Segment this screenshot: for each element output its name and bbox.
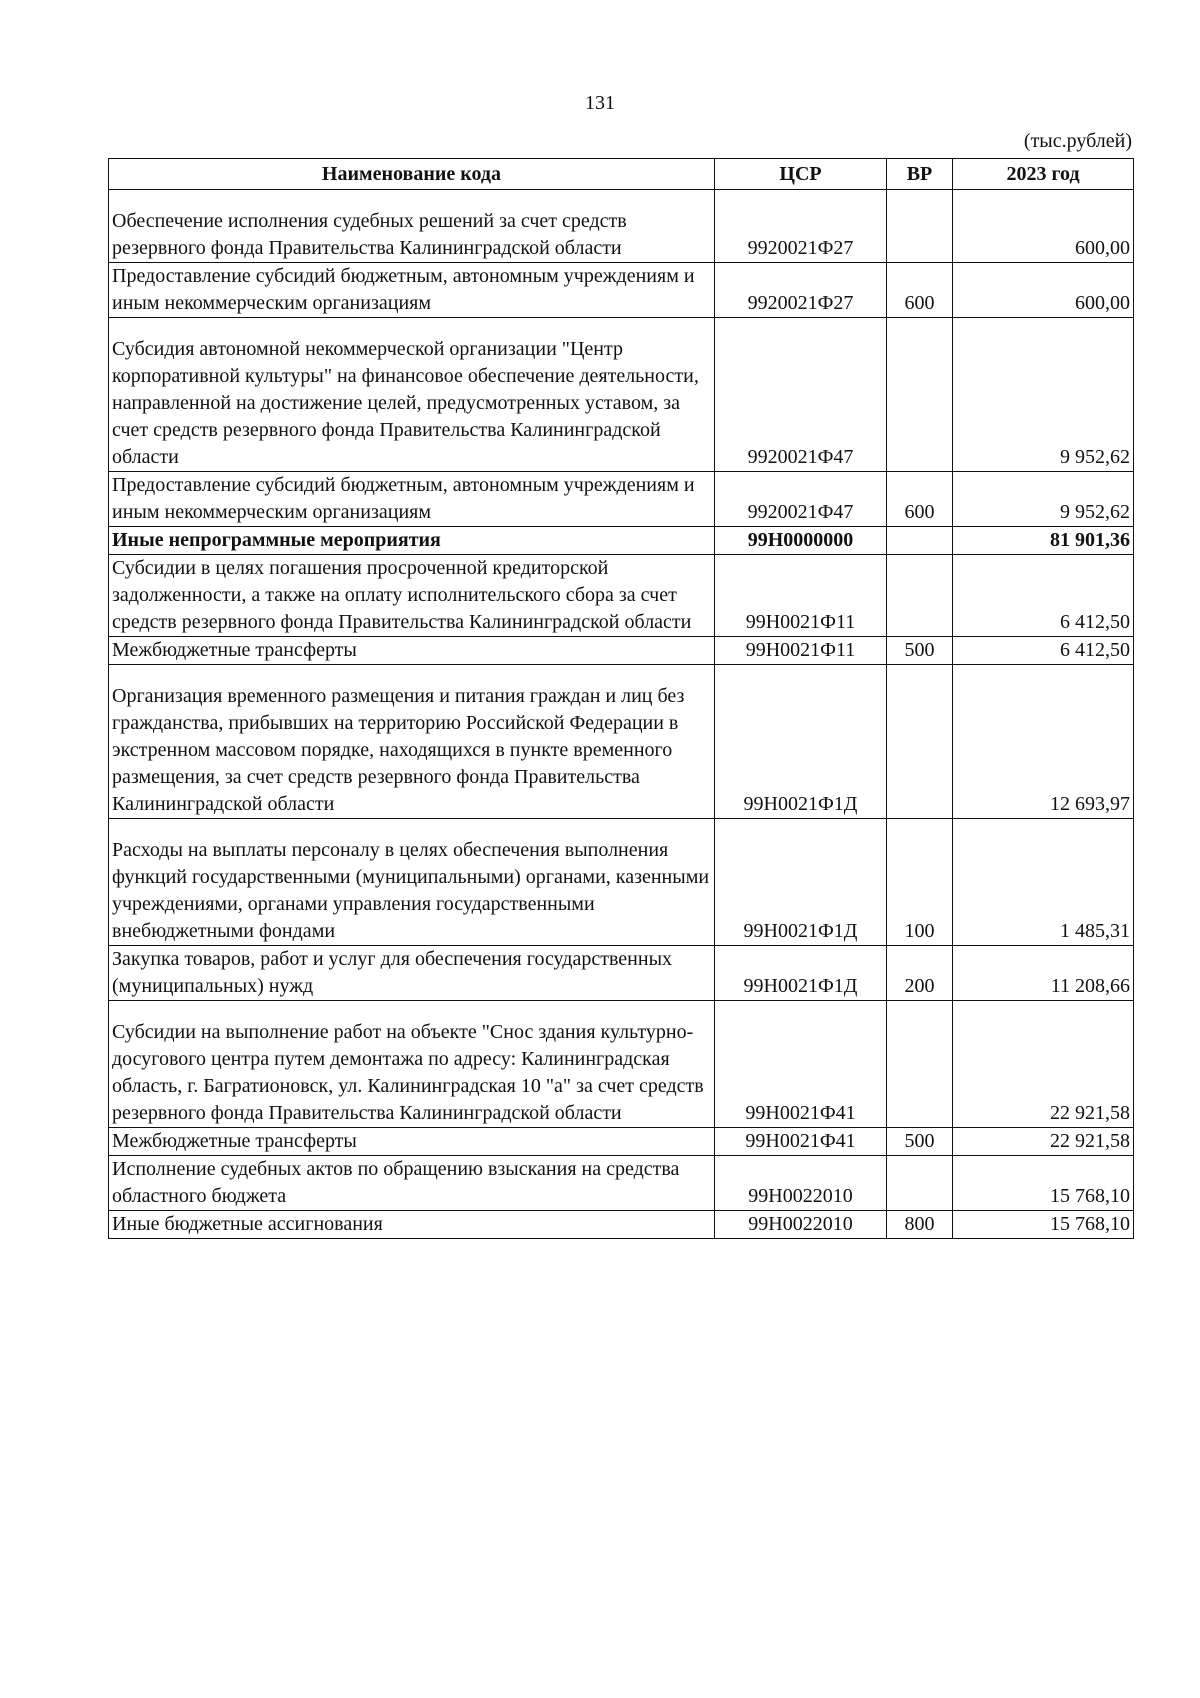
- row-amount: 600,00: [953, 190, 1134, 263]
- row-code: 9920021Ф47: [715, 318, 887, 472]
- row-vr: 200: [887, 946, 953, 1001]
- row-amount: 6 412,50: [953, 555, 1134, 637]
- row-name: Иные непрограммные мероприятия: [109, 527, 715, 555]
- row-vr: 500: [887, 637, 953, 665]
- table-row: [109, 665, 1134, 819]
- table-row: [109, 1211, 1134, 1239]
- row-code: 9920021Ф27: [715, 190, 887, 263]
- budget-table: [108, 158, 1134, 1239]
- row-name: Субсидии в целях погашения просроченной кредиторской задолженности, а также на оплату исполнительского сбора за счет средств резервного фонда Правительства Калининградской области: [109, 555, 715, 637]
- row-code: 99Н0021Ф1Д: [715, 665, 887, 819]
- row-vr: 600: [887, 263, 953, 318]
- row-amount: 15 768,10: [953, 1211, 1134, 1239]
- table-row: [109, 946, 1134, 1001]
- row-vr: [887, 318, 953, 472]
- row-vr: [887, 1001, 953, 1128]
- table-row: [109, 1156, 1134, 1211]
- table-row: [109, 318, 1134, 472]
- row-name: Предоставление субсидий бюджетным, автономным учреждениям и иным некоммерческим организациям: [109, 472, 715, 527]
- row-code: 9920021Ф47: [715, 472, 887, 527]
- row-name: Иные бюджетные ассигнования: [109, 1211, 715, 1239]
- row-amount: 81 901,36: [953, 527, 1134, 555]
- row-vr: 100: [887, 819, 953, 946]
- row-code: 99Н0021Ф1Д: [715, 946, 887, 1001]
- row-name: Обеспечение исполнения судебных решений за счет средств резервного фонда Правительства Калининградской области: [109, 190, 715, 263]
- table-row: [109, 190, 1134, 263]
- row-name: Субсидии на выполнение работ на объекте "Снос здания культурно-досугового центра путем демонтажа по адресу: Калининградская область, г. Багратионовск, ул. Калининградская 10 "а" за счет средств резервного фонда Правительства Калининградской области: [109, 1001, 715, 1128]
- page-number: 131: [585, 92, 615, 114]
- row-vr: [887, 190, 953, 263]
- row-name: Организация временного размещения и питания граждан и лиц без гражданства, прибывших на территорию Российской Федерации в экстренном массовом порядке, находящихся в пункте временного размещения, за счет средств резервного фонда Правительства Калининградской области: [109, 665, 715, 819]
- row-amount: 9 952,62: [953, 472, 1134, 527]
- row-code: 99Н0022010: [715, 1211, 887, 1239]
- row-code: 99Н0021Ф41: [715, 1001, 887, 1128]
- row-amount: 12 693,97: [953, 665, 1134, 819]
- row-name: Предоставление субсидий бюджетным, автономным учреждениям и иным некоммерческим организациям: [109, 263, 715, 318]
- row-code: 99Н0021Ф1Д: [715, 819, 887, 946]
- row-name: Межбюджетные трансферты: [109, 1128, 715, 1156]
- row-vr: [887, 665, 953, 819]
- header-name: Наименование кода: [109, 159, 715, 190]
- table-row-subtotal: [109, 527, 1134, 555]
- row-amount: 600,00: [953, 263, 1134, 318]
- row-name: Закупка товаров, работ и услуг для обеспечения государственных (муниципальных) нужд: [109, 946, 715, 1001]
- row-name: Исполнение судебных актов по обращению взыскания на средства областного бюджета: [109, 1156, 715, 1211]
- units-label: (тыс.рублей): [1023, 130, 1132, 152]
- row-code: 9920021Ф27: [715, 263, 887, 318]
- table-row: [109, 1128, 1134, 1156]
- row-vr: 600: [887, 472, 953, 527]
- row-code: 99Н0000000: [715, 527, 887, 555]
- row-vr: 800: [887, 1211, 953, 1239]
- header-vr: ВР: [887, 159, 953, 190]
- row-amount: 1 485,31: [953, 819, 1134, 946]
- row-vr: [887, 555, 953, 637]
- row-code: 99Н0021Ф41: [715, 1128, 887, 1156]
- row-amount: 11 208,66: [953, 946, 1134, 1001]
- table-row: [109, 1001, 1134, 1128]
- row-amount: 22 921,58: [953, 1001, 1134, 1128]
- table-row: [109, 263, 1134, 318]
- table-row: [109, 819, 1134, 946]
- table-row: [109, 472, 1134, 527]
- row-code: 99Н0021Ф11: [715, 555, 887, 637]
- row-amount: 22 921,58: [953, 1128, 1134, 1156]
- row-amount: 6 412,50: [953, 637, 1134, 665]
- row-name: Расходы на выплаты персоналу в целях обеспечения выполнения функций государственными (муниципальными) органами, казенными учреждениями, органами управления государственными внебюджетными фондами: [109, 819, 715, 946]
- header-year: 2023 год: [953, 159, 1134, 190]
- row-vr: [887, 527, 953, 555]
- row-code: 99Н0021Ф11: [715, 637, 887, 665]
- table-header-row: [109, 159, 1134, 190]
- row-vr: 500: [887, 1128, 953, 1156]
- table-row: [109, 637, 1134, 665]
- row-amount: 9 952,62: [953, 318, 1134, 472]
- table-row: [109, 555, 1134, 637]
- row-name: Межбюджетные трансферты: [109, 637, 715, 665]
- row-vr: [887, 1156, 953, 1211]
- row-amount: 15 768,10: [953, 1156, 1134, 1211]
- row-code: 99Н0022010: [715, 1156, 887, 1211]
- header-code: ЦСР: [715, 159, 887, 190]
- row-name: Субсидия автономной некоммерческой организации "Центр корпоративной культуры" на финансовое обеспечение деятельности, направленной на достижение целей, предусмотренных уставом, за счет средств резервного фонда Правительства Калининградской области: [109, 318, 715, 472]
